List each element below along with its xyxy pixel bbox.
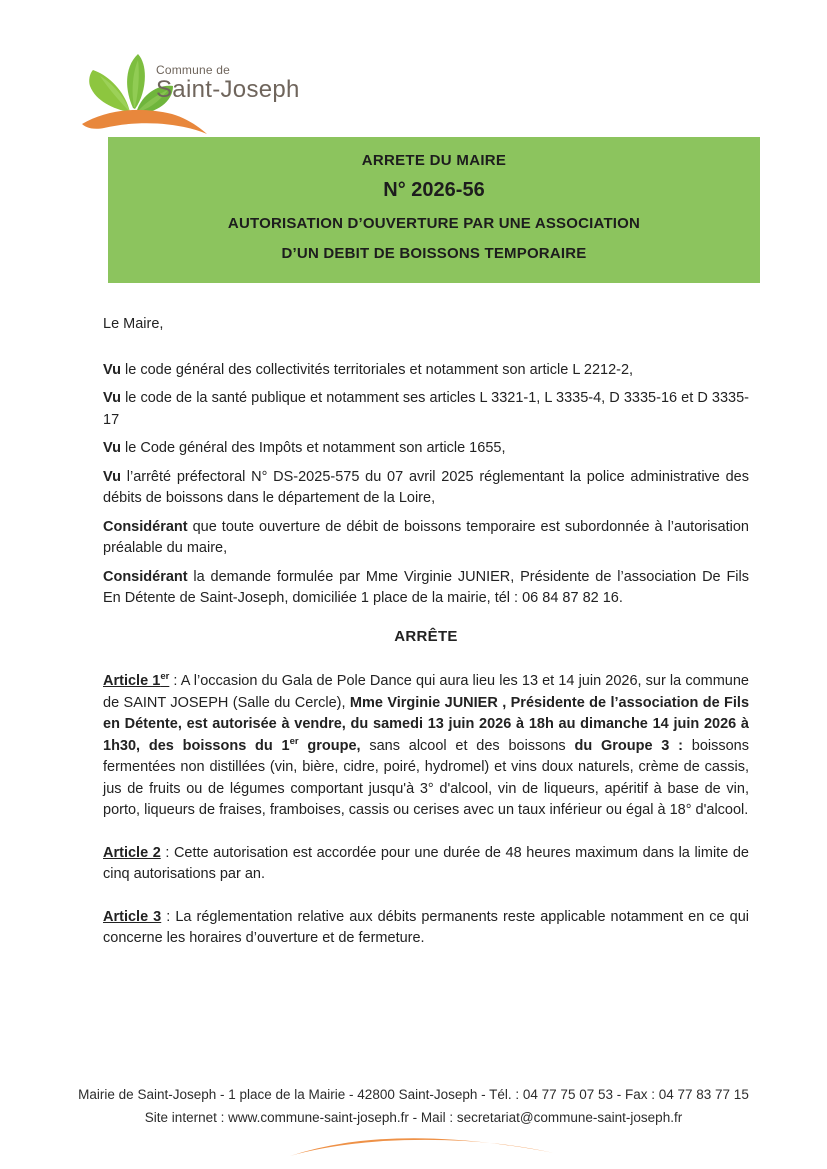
article-2-paragraph [103, 843, 749, 886]
article-2-text: : Cette autorisation est accordée pour une durée de 48 heures maximum dans la limite de cinq autorisations par an. [103, 844, 749, 882]
article-2-label: Article 2 [103, 844, 161, 861]
salutation: Le Maire, [103, 316, 164, 332]
considerant-text: que toute ouverture de débit de boissons temporaire est subordonnée à l’autorisation préalable du maire, [103, 518, 749, 556]
article-1-seg2b-bold: groupe, [298, 737, 361, 754]
document-body [103, 314, 749, 963]
vu-lead: Vu [103, 468, 121, 485]
vu-lead: Vu [103, 361, 121, 378]
footer-contact-line: Site internet : www.commune-saint-joseph.fr - Mail : secretariat@commune-saint-joseph.fr [144, 1110, 683, 1125]
document-subtitle-2: D’UN DEBIT DE BOISSONS TEMPORAIRE [281, 245, 587, 262]
vu-text: l’arrêté préfectoral N° DS-2025-575 du 07 avril 2025 réglementant la police administrative des débits de boissons dans le département de la Loire, [103, 468, 749, 506]
decision-heading: ARRÊTE [394, 627, 458, 645]
document-type-title: ARRETE DU MAIRE [361, 152, 507, 169]
logo-prefix: Commune de [156, 63, 231, 77]
considerant-lead: Considérant [103, 568, 188, 585]
document-number: N° 2026-56 [383, 179, 485, 201]
article-3-label: Article 3 [103, 908, 162, 925]
document-subtitle-1: AUTORISATION D’OUVERTURE PAR UNE ASSOCIATION [227, 215, 641, 232]
considerant-paragraph [103, 567, 749, 610]
logo-commune-name: Saint-Joseph [156, 75, 300, 103]
article-3-paragraph [103, 907, 749, 950]
vu-paragraph [103, 388, 749, 431]
article-1-colon: : [169, 673, 181, 689]
article-1-label-sup: er [160, 671, 170, 683]
vu-paragraph [103, 360, 749, 382]
article-1-seg3: sans alcool et des boissons [360, 737, 575, 754]
article-1-seg2-bold: Mme Virginie JUNIER , Présidente de l’association de Fils en Détente, est autorisée à vendre, du samedi 13 juin 2026 à 18h au dimanche 14 juin 2026 à 1h30, des boissons du 1 [103, 694, 750, 754]
vu-lead: Vu [103, 440, 121, 456]
considerant-text: la demande formulée par Mme Virginie JUNIER, Présidente de l’association De Fils En Détente de Saint-Joseph, domiciliée 1 place de la mairie, tél : 06 84 87 82 16. [103, 568, 749, 606]
considerant-lead: Considérant [103, 518, 188, 535]
article-1-label: Article 1er [103, 671, 170, 689]
vu-text: le code général des collectivités territoriales et notamment son article L 2212-2, [121, 361, 634, 378]
page-footer [0, 1083, 827, 1129]
footer-address-line: Mairie de Saint-Joseph - 1 place de la Mairie - 42800 Saint-Joseph - Tél. : 04 77 75 07 53 - Fax : 04 77 83 77 15 [78, 1087, 749, 1102]
logo-text [156, 64, 300, 102]
article-1-seg1: A l’occasion du Gala de Pole Dance qui aura lieu les 13 et 14 juin 2026, sur la commune de SAINT JOSEPH (Salle du Cercle), [103, 673, 749, 711]
vu-text: le Code général des Impôts et notamment son article 1655, [121, 440, 506, 456]
article-1-seg5: boissons fermentées non distillées (vin, bière, cidre, poiré, hydromel) et vins doux naturels, crème de cassis, jus de fruits ou de légumes comportant jusqu'à 3° d'alcool, vin de liqueurs, apéritif à base de vin, porto, liqueurs de fraises, framboises, cassis ou cerises avec un taux inférieur ou égal à 18° d'alcool. [103, 737, 749, 818]
vu-paragraph [103, 438, 749, 460]
vu-text: le code de la santé publique et notamment ses articles L 3321-1, L 3335-4, D 3335-16 et D 3335-17 [103, 390, 749, 428]
commune-logo [80, 50, 360, 145]
considerant-paragraph [103, 517, 749, 560]
orange-arc-swoosh-icon [288, 1129, 556, 1164]
vu-paragraph [103, 467, 749, 510]
article-1-seg4-bold: du Groupe 3 : [574, 737, 683, 754]
vu-lead: Vu [103, 390, 121, 406]
article-3-text: : La réglementation relative aux débits permanents reste applicable notamment en ce qui concerne les horaires d’ouverture et de fermeture. [103, 908, 749, 946]
article-1-paragraph [103, 671, 749, 822]
article-1-seg2-sup: er [289, 735, 299, 747]
title-banner [108, 137, 760, 283]
